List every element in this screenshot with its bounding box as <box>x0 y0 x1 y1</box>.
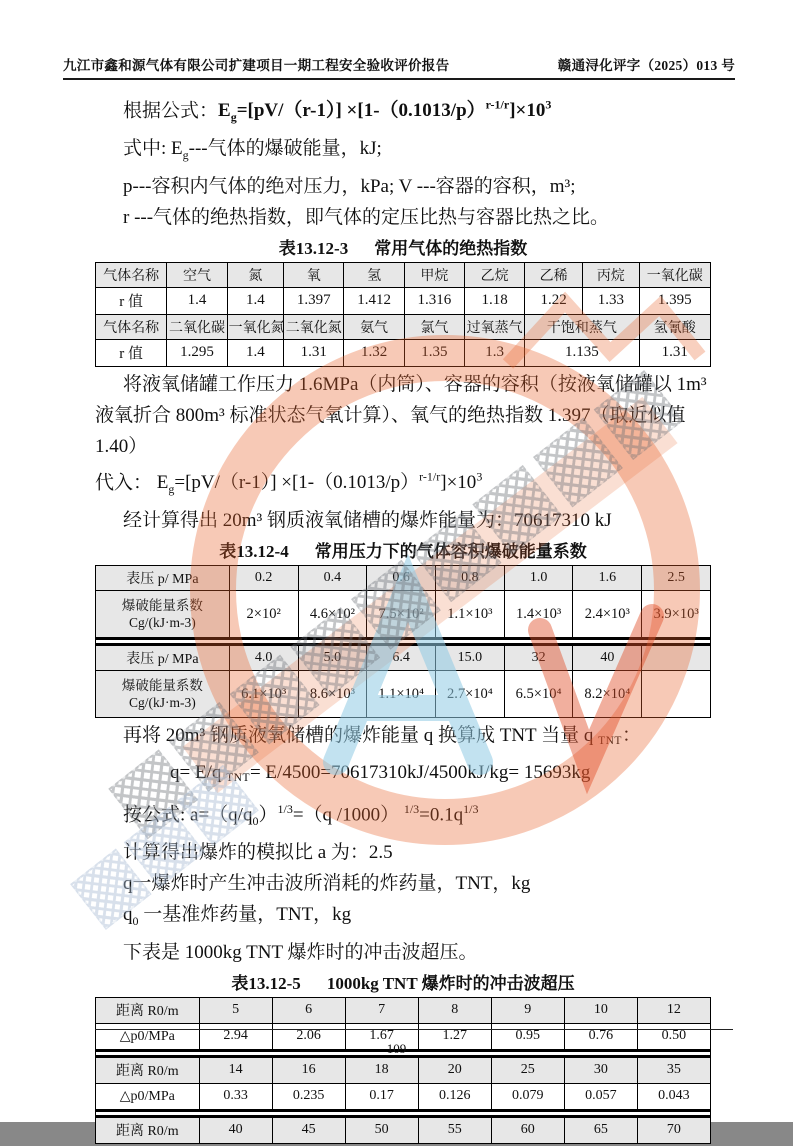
row-label-cell <box>96 591 230 639</box>
table-cell: 1.4 <box>227 339 284 366</box>
table-row <box>96 287 711 314</box>
table-title: 常用压力下的气体容积爆破能量系数 <box>314 542 587 562</box>
table-header-cell: 0.4 <box>298 566 367 591</box>
table-header-cell: 距离 R0/m <box>96 1116 200 1143</box>
row-label-cell <box>96 671 230 718</box>
table-header-cell: 气体名称 <box>96 262 167 287</box>
table-header-cell: 15.0 <box>436 645 505 671</box>
table-row <box>96 1116 711 1143</box>
text: 一基准炸药量，TNT，kg <box>138 904 352 926</box>
table-header-cell: 70 <box>637 1116 710 1143</box>
table-cell: 1.22 <box>525 287 583 314</box>
table-header-cell: 距离 R0/m <box>96 1056 200 1083</box>
table-cell: 0.043 <box>637 1083 710 1110</box>
where-line-p: p---容积内气体的绝对压力，kPa; V ---容器的容积，m³; <box>123 175 576 197</box>
text: 0 <box>252 814 259 829</box>
text: ） <box>258 804 278 826</box>
table-header-cell: 45 <box>272 1116 345 1143</box>
where-line-r: r ---气体的绝热指数，即气体的定压比热与容器比热之比。 <box>123 206 610 228</box>
table-cell: △p0/MPa <box>96 1023 200 1050</box>
table-cell: 1.1×10³ <box>436 591 505 639</box>
table-cell: 1.31 <box>284 339 344 366</box>
table-cell: 4.6×10² <box>298 591 367 639</box>
formula-part: =[pV/（r-1）] ×[1-（0.1013/p） <box>236 100 486 122</box>
tnt-equation-line <box>95 757 711 794</box>
text: 按公式: a=（q/q <box>123 804 253 826</box>
table-row <box>96 997 711 1023</box>
table-cell: 1.31 <box>639 339 710 366</box>
table-header-cell: 气体名称 <box>96 314 167 339</box>
text: 再将 20m³ 钢质液氧储槽的爆炸能量 q 换算成 TNT 当量 q <box>123 725 599 747</box>
table-header-cell: 50 <box>345 1116 418 1143</box>
table-cell: 0.76 <box>564 1023 637 1050</box>
table-cell: 1.4 <box>167 287 227 314</box>
text: ： <box>621 725 641 747</box>
table-row <box>96 591 711 639</box>
table-title: 1000kg TNT 爆炸时的冲击波超压 <box>326 973 575 993</box>
table-header-cell: 一氧化碳 <box>639 262 710 287</box>
table-cell: 1.32 <box>344 339 404 366</box>
energy-coefficient-table <box>95 565 711 718</box>
table-header-cell: 7 <box>345 997 418 1023</box>
table-header-cell: 2.5 <box>642 566 711 591</box>
definition-q-line: q一爆炸时产生冲击波所消耗的炸药量，TNT，kg <box>123 873 531 895</box>
formula-intro-label: 根据公式： <box>123 100 219 122</box>
table-header-cell: 55 <box>418 1116 491 1143</box>
table-cell: 1.397 <box>284 287 344 314</box>
table-header-cell: 二氧化氮 <box>284 314 344 339</box>
table-cell: 2.4×10³ <box>573 591 642 639</box>
table-header-cell: 12 <box>637 997 710 1023</box>
table-header-cell: 氯气 <box>404 314 464 339</box>
table-number: 表13.12-5 <box>231 973 301 993</box>
text: q= E/q <box>170 762 227 784</box>
text: 爆破能量系数 <box>121 678 203 694</box>
table-cell: 1.4×10³ <box>504 591 573 639</box>
table-header-cell: 0.8 <box>436 566 505 591</box>
table-cell: 1.412 <box>344 287 404 314</box>
text: ---气体的爆破能量，kJ; <box>188 138 382 160</box>
table-header-cell: 6.4 <box>367 645 436 671</box>
text: TNT <box>226 772 250 785</box>
table-cell: 8.6×10³ <box>298 671 367 718</box>
table-header-cell: 25 <box>491 1056 564 1083</box>
text: 0 <box>132 913 139 928</box>
table-cell: 1.33 <box>583 287 640 314</box>
table-header-cell: 氨气 <box>344 314 404 339</box>
text: 1/3 <box>403 802 420 817</box>
table-row <box>96 671 711 718</box>
table-header-cell: 9 <box>491 997 564 1023</box>
ratio-formula-line <box>95 794 711 837</box>
table-cell: 1.1×10⁴ <box>367 671 436 718</box>
calc-line-2: 液氧折合 800m³ 标准状态气氧计算）、氧气的绝热指数 1.397（取近似值 1.40） <box>95 404 686 457</box>
table-header-cell: 一氧化氮 <box>227 314 284 339</box>
ratio-result-line: 计算得出爆炸的模拟比 a 为：2.5 <box>123 842 393 864</box>
formula-part: g <box>168 482 175 497</box>
page-body <box>95 90 711 1146</box>
table-header-cell: 1.0 <box>504 566 573 591</box>
text: 1/3 <box>463 802 479 817</box>
adiabatic-index-table <box>95 262 711 367</box>
table-header-cell: 乙烷 <box>464 262 524 287</box>
table-cell: 0.126 <box>418 1083 491 1110</box>
table-header-cell: 5.0 <box>298 645 367 671</box>
table-caption-13-12-5 <box>95 972 711 996</box>
table-cell: 0.17 <box>345 1083 418 1110</box>
formula-part: r-1/r <box>419 469 441 484</box>
table-cell: 1.3 <box>464 339 524 366</box>
table-header-cell: 表压 p/ MPa <box>96 645 230 671</box>
table-header-cell: 65 <box>564 1116 637 1143</box>
table-cell: 7.5×10² <box>367 591 436 639</box>
table-header-cell: 18 <box>345 1056 418 1083</box>
table-row <box>96 1083 711 1110</box>
table-cell: 8.2×10⁴ <box>573 671 642 718</box>
table-cell: r 值 <box>96 339 167 366</box>
formula-part: =[pV/（r-1）] ×[1-（0.1013/p） <box>174 472 420 494</box>
table-header-cell: 甲烷 <box>404 262 464 287</box>
table-header-cell: 14 <box>199 1056 272 1083</box>
table-cell: 2.06 <box>272 1023 345 1050</box>
where-line-eg <box>95 133 711 171</box>
page-header <box>63 54 735 80</box>
formula-part: g <box>230 110 237 125</box>
table-row <box>96 262 711 287</box>
table-cell: 1.316 <box>404 287 464 314</box>
text: =0.1q <box>419 804 464 826</box>
formula-part: 3 <box>545 98 552 112</box>
table-cell: r 值 <box>96 287 167 314</box>
table-header-cell: 1.6 <box>573 566 642 591</box>
table-header-cell: 32 <box>504 645 573 671</box>
header-report-title: 九江市鑫和源气体有限公司扩建项目一期工程安全验收评价报告 <box>63 58 450 73</box>
text: Cg/(kJ·m-3) <box>129 695 196 711</box>
table-cell: 6.5×10⁴ <box>504 671 573 718</box>
table-cell: 1.295 <box>167 339 227 366</box>
table-header-cell <box>642 645 711 671</box>
text: 1/3 <box>277 802 293 817</box>
table-cell <box>642 671 711 718</box>
table-header-cell: 氧 <box>284 262 344 287</box>
table-cell: 0.235 <box>272 1083 345 1110</box>
table-header-cell: 0.2 <box>229 566 298 591</box>
definition-q0-line <box>95 899 711 937</box>
table-number: 表13.12-3 <box>278 238 349 258</box>
table-header-cell: 二氧化碳 <box>167 314 227 339</box>
table-header-cell: 0.6 <box>367 566 436 591</box>
text: 代入： <box>95 472 157 494</box>
table-cell: 0.057 <box>564 1083 637 1110</box>
table-header-cell: 干饱和蒸气 <box>525 314 639 339</box>
table-cell: 0.079 <box>491 1083 564 1110</box>
table-header-cell: 40 <box>199 1116 272 1143</box>
table-header-cell: 氮 <box>227 262 284 287</box>
table-cell: △p0/MPa <box>96 1083 200 1110</box>
explosion-energy-formula <box>156 469 483 497</box>
table-number: 表13.12-4 <box>219 542 289 562</box>
table-row <box>96 566 711 591</box>
page-number: 109 <box>386 1041 407 1056</box>
table-cell: 2×10² <box>229 591 298 639</box>
table-cell: 0.95 <box>491 1023 564 1050</box>
calc-line-1: 将液氧储罐工作压力 1.6MPa（内筒）、容器的容积（按液氧储罐以 1m³ <box>123 373 707 395</box>
shockwave-overpressure-table <box>95 997 711 1144</box>
formula-part: r-1/r <box>485 98 510 112</box>
table-caption-13-12-4 <box>95 540 711 564</box>
table-header-cell: 35 <box>637 1056 710 1083</box>
header-doc-number: 赣通浔化评字（2025）013 号 <box>557 58 735 73</box>
substitute-line <box>95 462 711 505</box>
formula-part: ]×10 <box>509 100 546 122</box>
table-cell: 0.33 <box>199 1083 272 1110</box>
table-row <box>96 314 711 339</box>
table-header-cell: 6 <box>272 997 345 1023</box>
next-table-line: 下表是 1000kg TNT 爆炸时的冲击波超压。 <box>123 941 478 963</box>
table-cell: 0.50 <box>637 1023 710 1050</box>
table-header-cell: 表压 p/ MPa <box>96 566 230 591</box>
energy-result-line: 经计算得出 20m³ 钢质液氧储槽的爆炸能量为：70617310 kJ <box>123 510 612 532</box>
table-caption-13-12-3 <box>95 237 711 261</box>
table-header-cell: 8 <box>418 997 491 1023</box>
table-cell: 2.94 <box>199 1023 272 1050</box>
table-cell: 1.395 <box>639 287 710 314</box>
formula-part: E <box>156 472 169 494</box>
formula-part: E <box>218 100 231 122</box>
table-header-cell: 40 <box>573 645 642 671</box>
table-header-cell: 20 <box>418 1056 491 1083</box>
table-cell: 1.18 <box>464 287 524 314</box>
text: g <box>182 147 189 162</box>
tnt-convert-line <box>95 720 711 757</box>
explosion-energy-formula <box>218 98 552 125</box>
table-cell: 3.9×10³ <box>642 591 711 639</box>
table-cell: 1.135 <box>525 339 639 366</box>
table-header-cell: 丙烷 <box>583 262 640 287</box>
text: =（q /1000） <box>292 804 404 826</box>
table-cell: 1.27 <box>418 1023 491 1050</box>
table-cell: 1.4 <box>227 287 284 314</box>
table-header-cell: 10 <box>564 997 637 1023</box>
table-header-cell: 16 <box>272 1056 345 1083</box>
table-header-cell: 4.0 <box>229 645 298 671</box>
table-header-cell: 乙稀 <box>525 262 583 287</box>
text: = E/4500=70617310kJ/4500kJ/kg= 15693kg <box>249 762 591 784</box>
table-header-cell: 距离 R0/m <box>96 997 200 1023</box>
table-cell: 6.1×10³ <box>229 671 298 718</box>
table-header-cell: 30 <box>564 1056 637 1083</box>
text: 式中: E <box>123 138 183 160</box>
table-row <box>96 1056 711 1083</box>
text: Cg/(kJ·m-3) <box>129 615 196 631</box>
table-row <box>96 339 711 366</box>
formula-part: ]×10 <box>440 472 477 494</box>
table-header-cell: 氢 <box>344 262 404 287</box>
table-header-cell: 过氧蒸气 <box>464 314 524 339</box>
table-header-cell: 5 <box>199 997 272 1023</box>
text: q <box>123 904 133 926</box>
table-row <box>96 645 711 671</box>
table-cell: 2.7×10⁴ <box>436 671 505 718</box>
formula-intro-line <box>95 90 711 133</box>
table-header-cell: 氢氰酸 <box>639 314 710 339</box>
text: TNT <box>598 735 622 748</box>
table-cell: 1.67 <box>345 1023 418 1050</box>
table-header-cell: 空气 <box>167 262 227 287</box>
table-title: 常用气体的绝热指数 <box>374 238 528 258</box>
formula-part: 3 <box>476 469 483 484</box>
footer-rule <box>95 1029 733 1030</box>
table-header-cell: 60 <box>491 1116 564 1143</box>
text: 爆破能量系数 <box>121 598 203 614</box>
table-cell: 1.35 <box>404 339 464 366</box>
